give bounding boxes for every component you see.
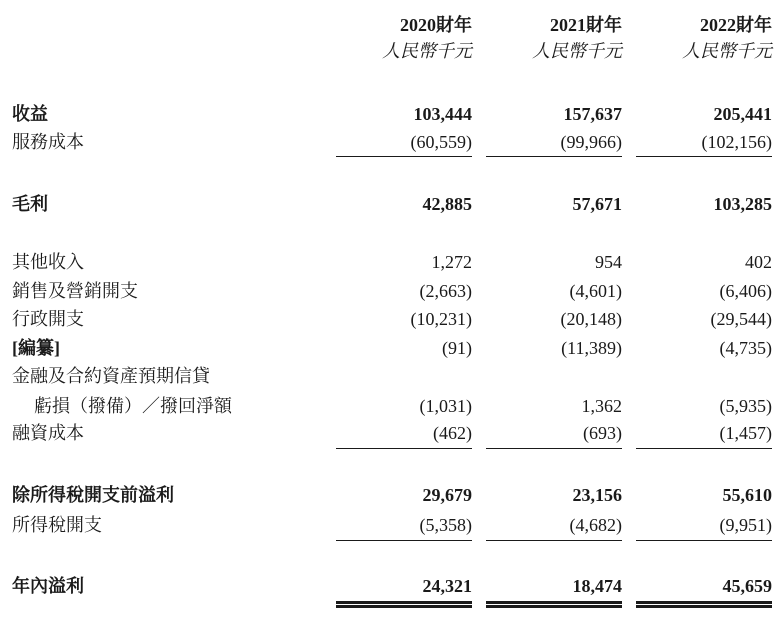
- value-2020: 24,321: [422, 576, 472, 596]
- value-2022: (6,406): [719, 281, 772, 301]
- value-2021: 954: [595, 252, 622, 272]
- column-header-2021: [482, 14, 622, 62]
- row-label: [編纂]: [12, 338, 60, 358]
- column-year: 2021財年: [550, 15, 622, 35]
- table-row-finance-costs: [0, 421, 781, 445]
- value-2021: 1,362: [581, 396, 622, 416]
- column-header-2022: [632, 14, 772, 62]
- subtotal-rule: [636, 156, 772, 157]
- total-double-rule: [486, 601, 622, 608]
- subtotal-rule: [486, 448, 622, 449]
- row-label: 金融及合約資產預期信貸: [12, 366, 210, 386]
- table-row-profit-before-tax: [0, 483, 781, 507]
- value-2021: (4,601): [569, 281, 622, 301]
- value-2020: (2,663): [419, 281, 472, 301]
- column-year: 2022財年: [700, 15, 772, 35]
- table-row-selling-expenses: [0, 279, 781, 303]
- value-2022: 55,610: [722, 485, 772, 505]
- subtotal-rule: [486, 540, 622, 541]
- table-row-profit-for-year: [0, 574, 781, 598]
- value-2020: (5,358): [419, 515, 472, 535]
- table-row-revenue: [0, 102, 781, 126]
- value-2021: 23,156: [572, 485, 622, 505]
- value-2020: (1,031): [419, 396, 472, 416]
- value-2020: 1,272: [431, 252, 472, 272]
- table-row-income-tax: [0, 513, 781, 537]
- value-2021: 57,671: [572, 194, 622, 214]
- subtotal-rule: [336, 448, 472, 449]
- row-label: 除所得稅開支前溢利: [12, 485, 174, 505]
- row-label: 行政開支: [12, 309, 84, 329]
- table-row-redacted: [0, 336, 781, 360]
- value-2022: 103,285: [713, 194, 772, 214]
- table-row-cost-of-services: [0, 130, 781, 154]
- value-2022: (5,935): [719, 396, 772, 416]
- value-2020: (10,231): [410, 309, 472, 329]
- value-2021: (99,966): [560, 132, 622, 152]
- value-2021: (11,389): [561, 338, 622, 358]
- row-label: 年內溢利: [12, 576, 84, 596]
- table-row-gross-profit: [0, 192, 781, 216]
- column-unit: 人民幣千元: [532, 41, 622, 61]
- total-double-rule: [336, 601, 472, 608]
- value-2022: 205,441: [713, 104, 772, 124]
- row-label: 服務成本: [12, 132, 84, 152]
- value-2022: (4,735): [719, 338, 772, 358]
- value-2021: (693): [583, 423, 622, 443]
- value-2020: (462): [433, 423, 472, 443]
- row-label: 其他收入: [12, 252, 84, 272]
- column-year: 2020財年: [400, 15, 472, 35]
- subtotal-rule: [486, 156, 622, 157]
- value-2020: 29,679: [422, 485, 472, 505]
- value-2020: 42,885: [422, 194, 472, 214]
- value-2022: 45,659: [722, 576, 772, 596]
- table-row-ecl-line1: [0, 364, 781, 388]
- column-header-2020: [332, 14, 472, 62]
- subtotal-rule: [636, 540, 772, 541]
- value-2022: (29,544): [710, 309, 772, 329]
- value-2022: (9,951): [719, 515, 772, 535]
- value-2020: 103,444: [413, 104, 472, 124]
- table-row-other-income: [0, 250, 781, 274]
- row-label: 收益: [12, 104, 48, 124]
- value-2021: 18,474: [572, 576, 622, 596]
- value-2020: (91): [442, 338, 472, 358]
- table-row-ecl-line2: [0, 394, 781, 418]
- row-label: 銷售及營銷開支: [12, 281, 138, 301]
- row-label: 毛利: [12, 194, 48, 214]
- subtotal-rule: [336, 156, 472, 157]
- value-2022: 402: [745, 252, 772, 272]
- total-double-rule: [636, 601, 772, 608]
- value-2022: (102,156): [701, 132, 772, 152]
- row-label: 融資成本: [12, 423, 84, 443]
- column-unit: 人民幣千元: [382, 41, 472, 61]
- subtotal-rule: [336, 540, 472, 541]
- value-2020: (60,559): [410, 132, 472, 152]
- value-2021: (4,682): [569, 515, 622, 535]
- row-label: 虧損（撥備）／撥回淨額: [34, 396, 232, 416]
- row-label: 所得稅開支: [12, 515, 102, 535]
- subtotal-rule: [636, 448, 772, 449]
- value-2021: (20,148): [560, 309, 622, 329]
- value-2022: (1,457): [719, 423, 772, 443]
- column-unit: 人民幣千元: [682, 41, 772, 61]
- table-row-admin-expenses: [0, 307, 781, 331]
- value-2021: 157,637: [563, 104, 622, 124]
